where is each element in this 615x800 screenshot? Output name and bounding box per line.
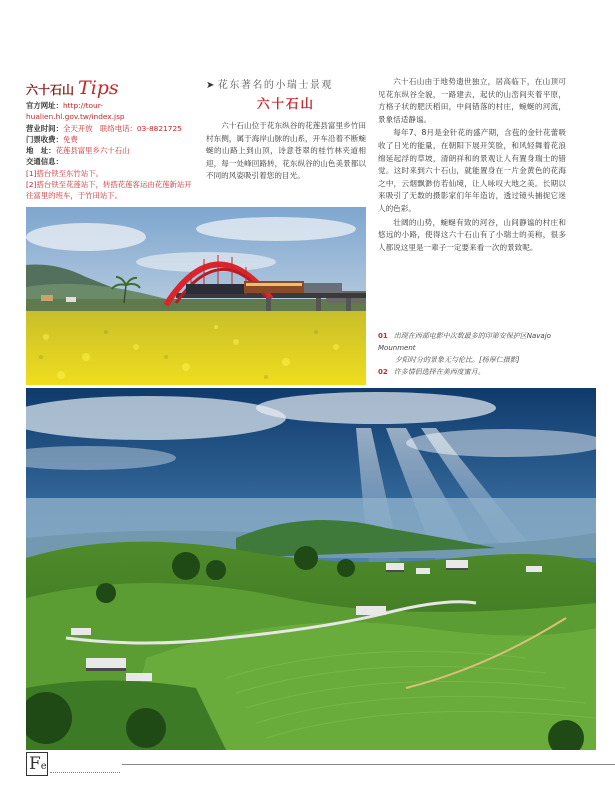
tips-box [26,76,196,202]
article-intro [206,76,366,183]
tips-line: 交通信息： [26,157,63,167]
tips-title: 六十石山 [26,83,75,97]
tips-header [26,76,196,98]
photo-sixty-stone-mountain [26,388,596,750]
caption-line: 02 许多情侣选择在美西度蜜月。 [378,368,485,376]
article-body [378,76,566,255]
photo-captions [378,330,578,378]
tips-word: Tips [78,77,119,99]
footer-rule [122,764,615,765]
tips-body [26,100,196,202]
magazine-logo: Fe [26,752,48,776]
arrow-icon: ➤ [206,80,216,91]
footer-divider [50,772,120,773]
tips-line: 官方网址：http://tour-hualien.hl.gov.tw/index.jsp [26,101,125,122]
tips-line: [2]搭台铁至花莲站下，转搭花莲客运由花莲新站开往富里的班车，于竹田站下。 [26,180,192,201]
caption-line: 夕阳时分的景象无与伦比。[杨厚仁摄影] [395,356,520,364]
article-title: 六十石山 [256,96,315,111]
article-paragraph: 六十石山由于地势遗世独立，居高临下，在山顶可见花东纵谷全貌，一路建去，起伏的山峦间夹着平原，方格子状的肥沃稻田，中间错落的村庄，蜿蜒的河流，景象恬适静谧。 [378,77,566,124]
tips-url[interactable]: http://tour-hualien.hl.gov.tw/index.jsp [26,101,125,122]
article-subhead: ➤ 花东著名的小瑞士景观 [206,80,333,91]
tips-line: 地 址：花莲县富里乡六十石山 [26,146,130,156]
article-paragraph: 每年7、8月是金针花的盛产期，含苞的金针花蕾吸收了日光的能量，在朝阳下展开笑脸，和风轻舞着花浪绵延起浮的草坡，清朗祥和的景观让人有置身瑞士的错觉。这时来到六十石山，就能置身在一片金黄色的花海之中，云烟飘渺仿若仙境，让人咏叹大地之美。长期以来吸引了无数的摄影家们年年造访，透过镜头捕捉它迷人的色彩。 [378,128,566,213]
tips-line: [1]搭台铁至东竹站下。 [26,168,103,178]
caption-line: 01 出现在西部电影中次数最多的印第安保护区Navajo Mounment [378,332,551,352]
tips-line: 营业时间：全天开放 联络电话：03-8821725 [26,123,182,133]
article-paragraph: 六十石山位于花东纵谷的花莲县富里乡竹田村东侧，属于海岸山脉的山系，开车沿着不断蜿蜒的山路上到山顶，诗意苍翠的桂竹林夹道相迎，每一处峰回路转，花东纵谷的山色美景都以不同的风姿吸引着您的目光。 [206,121,366,181]
photo-train-bridge [26,207,366,385]
tips-line: 门票收费：免费 [26,134,78,144]
article-paragraph: 壮阔的山势，蜿蜒有致的河谷，山间静谧的村庄和悠远的小路，使得这六十石山有了小瑞士的美称，很多人都说这里是一辈子一定要来看一次的景致呢。 [378,217,566,252]
